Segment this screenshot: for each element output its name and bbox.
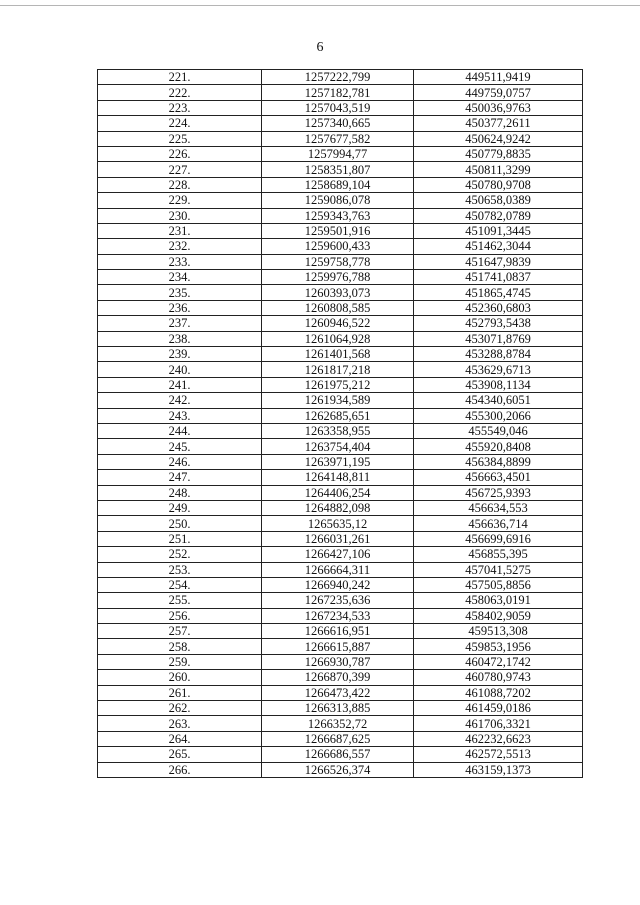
x-coordinate-cell: 1259086,078 [262,193,414,208]
table-row [98,347,583,362]
coordinates-table-body [98,70,583,778]
y-coordinate-cell: 450811,3299 [414,162,583,177]
point-number-cell: 255. [98,593,262,608]
y-coordinate-cell: 457041,5275 [414,562,583,577]
table-row [98,193,583,208]
x-coordinate-cell: 1266615,887 [262,639,414,654]
y-coordinate-cell: 453071,8769 [414,331,583,346]
y-coordinate-cell: 451647,9839 [414,254,583,269]
table-row [98,593,583,608]
point-number-cell: 264. [98,731,262,746]
page-top-rule [0,5,640,6]
table-row [98,454,583,469]
table-row [98,500,583,515]
x-coordinate-cell: 1264148,811 [262,470,414,485]
y-coordinate-cell: 456663,4501 [414,470,583,485]
y-coordinate-cell: 453288,8784 [414,347,583,362]
y-coordinate-cell: 453908,1134 [414,377,583,392]
point-number-cell: 236. [98,300,262,315]
point-number-cell: 234. [98,270,262,285]
x-coordinate-cell: 1261064,928 [262,331,414,346]
table-row [98,577,583,592]
point-number-cell: 246. [98,454,262,469]
point-number-cell: 235. [98,285,262,300]
x-coordinate-cell: 1266352,72 [262,716,414,731]
x-coordinate-cell: 1257222,799 [262,70,414,85]
y-coordinate-cell: 461706,3321 [414,716,583,731]
y-coordinate-cell: 452793,5438 [414,316,583,331]
table-row [98,654,583,669]
y-coordinate-cell: 460780,9743 [414,670,583,685]
y-coordinate-cell: 450780,9708 [414,177,583,192]
table-row [98,516,583,531]
y-coordinate-cell: 458402,9059 [414,608,583,623]
point-number-cell: 226. [98,146,262,161]
point-number-cell: 250. [98,516,262,531]
x-coordinate-cell: 1260946,522 [262,316,414,331]
x-coordinate-cell: 1257182,781 [262,85,414,100]
y-coordinate-cell: 451865,4745 [414,285,583,300]
table-row [98,270,583,285]
table-row [98,100,583,115]
table-row [98,747,583,762]
table-row [98,223,583,238]
x-coordinate-cell: 1266427,106 [262,547,414,562]
x-coordinate-cell: 1259600,433 [262,239,414,254]
x-coordinate-cell: 1257043,519 [262,100,414,115]
point-number-cell: 260. [98,670,262,685]
point-number-cell: 244. [98,423,262,438]
y-coordinate-cell: 461459,0186 [414,701,583,716]
point-number-cell: 266. [98,762,262,777]
x-coordinate-cell: 1263754,404 [262,439,414,454]
y-coordinate-cell: 451741,0837 [414,270,583,285]
table-row [98,547,583,562]
table-row [98,377,583,392]
point-number-cell: 257. [98,624,262,639]
point-number-cell: 229. [98,193,262,208]
x-coordinate-cell: 1266616,951 [262,624,414,639]
point-number-cell: 256. [98,608,262,623]
y-coordinate-cell: 449759,0757 [414,85,583,100]
table-row [98,670,583,685]
point-number-cell: 230. [98,208,262,223]
x-coordinate-cell: 1266940,242 [262,577,414,592]
table-row [98,608,583,623]
point-number-cell: 224. [98,116,262,131]
table-row [98,624,583,639]
table-row [98,439,583,454]
point-number-cell: 263. [98,716,262,731]
table-row [98,131,583,146]
x-coordinate-cell: 1266930,787 [262,654,414,669]
point-number-cell: 254. [98,577,262,592]
x-coordinate-cell: 1261817,218 [262,362,414,377]
y-coordinate-cell: 450036,9763 [414,100,583,115]
x-coordinate-cell: 1266686,557 [262,747,414,762]
x-coordinate-cell: 1266031,261 [262,531,414,546]
y-coordinate-cell: 452360,6803 [414,300,583,315]
x-coordinate-cell: 1258689,104 [262,177,414,192]
y-coordinate-cell: 449511,9419 [414,70,583,85]
table-row [98,470,583,485]
point-number-cell: 222. [98,85,262,100]
y-coordinate-cell: 456699,6916 [414,531,583,546]
table-row [98,701,583,716]
y-coordinate-cell: 461088,7202 [414,685,583,700]
table-row [98,239,583,254]
point-number-cell: 253. [98,562,262,577]
table-row [98,393,583,408]
table-row [98,531,583,546]
point-number-cell: 228. [98,177,262,192]
point-number-cell: 252. [98,547,262,562]
y-coordinate-cell: 450658,0389 [414,193,583,208]
x-coordinate-cell: 1267235,636 [262,593,414,608]
point-number-cell: 227. [98,162,262,177]
coordinates-table [97,69,583,778]
table-row [98,254,583,269]
point-number-cell: 248. [98,485,262,500]
y-coordinate-cell: 459853,1956 [414,639,583,654]
x-coordinate-cell: 1263971,195 [262,454,414,469]
point-number-cell: 221. [98,70,262,85]
x-coordinate-cell: 1259758,778 [262,254,414,269]
y-coordinate-cell: 455300,2066 [414,408,583,423]
point-number-cell: 223. [98,100,262,115]
y-coordinate-cell: 456384,8899 [414,454,583,469]
y-coordinate-cell: 453629,6713 [414,362,583,377]
point-number-cell: 259. [98,654,262,669]
x-coordinate-cell: 1266870,399 [262,670,414,685]
y-coordinate-cell: 460472,1742 [414,654,583,669]
point-number-cell: 247. [98,470,262,485]
point-number-cell: 237. [98,316,262,331]
point-number-cell: 233. [98,254,262,269]
table-row [98,408,583,423]
y-coordinate-cell: 450779,8835 [414,146,583,161]
table-row [98,85,583,100]
x-coordinate-cell: 1257677,582 [262,131,414,146]
point-number-cell: 245. [98,439,262,454]
x-coordinate-cell: 1264882,098 [262,500,414,515]
point-number-cell: 258. [98,639,262,654]
point-number-cell: 243. [98,408,262,423]
table-row [98,116,583,131]
table-row [98,146,583,161]
x-coordinate-cell: 1266473,422 [262,685,414,700]
table-row [98,362,583,377]
y-coordinate-cell: 458063,0191 [414,593,583,608]
y-coordinate-cell: 455549,046 [414,423,583,438]
x-coordinate-cell: 1266687,625 [262,731,414,746]
table-row [98,423,583,438]
table-row [98,177,583,192]
x-coordinate-cell: 1267234,533 [262,608,414,623]
x-coordinate-cell: 1260808,585 [262,300,414,315]
table-row [98,300,583,315]
table-row [98,716,583,731]
table-row [98,485,583,500]
y-coordinate-cell: 459513,308 [414,624,583,639]
x-coordinate-cell: 1264406,254 [262,485,414,500]
point-number-cell: 265. [98,747,262,762]
y-coordinate-cell: 455920,8408 [414,439,583,454]
y-coordinate-cell: 456634,553 [414,500,583,515]
y-coordinate-cell: 450782,0789 [414,208,583,223]
x-coordinate-cell: 1266664,311 [262,562,414,577]
y-coordinate-cell: 462232,6623 [414,731,583,746]
y-coordinate-cell: 456725,9393 [414,485,583,500]
y-coordinate-cell: 454340,6051 [414,393,583,408]
x-coordinate-cell: 1257994,77 [262,146,414,161]
x-coordinate-cell: 1261401,568 [262,347,414,362]
x-coordinate-cell: 1261934,589 [262,393,414,408]
x-coordinate-cell: 1259343,763 [262,208,414,223]
point-number-cell: 240. [98,362,262,377]
x-coordinate-cell: 1259976,788 [262,270,414,285]
table-row [98,285,583,300]
point-number-cell: 249. [98,500,262,515]
table-row [98,162,583,177]
point-number-cell: 262. [98,701,262,716]
table-row [98,685,583,700]
table-row [98,731,583,746]
y-coordinate-cell: 451091,3445 [414,223,583,238]
table-row [98,562,583,577]
page-number: 6 [316,40,324,55]
table-row [98,316,583,331]
x-coordinate-cell: 1258351,807 [262,162,414,177]
y-coordinate-cell: 450377,2611 [414,116,583,131]
point-number-cell: 238. [98,331,262,346]
x-coordinate-cell: 1265635,12 [262,516,414,531]
y-coordinate-cell: 463159,1373 [414,762,583,777]
table-row [98,70,583,85]
x-coordinate-cell: 1261975,212 [262,377,414,392]
x-coordinate-cell: 1266526,374 [262,762,414,777]
table-row [98,331,583,346]
point-number-cell: 231. [98,223,262,238]
x-coordinate-cell: 1262685,651 [262,408,414,423]
point-number-cell: 242. [98,393,262,408]
y-coordinate-cell: 450624,9242 [414,131,583,146]
table-row [98,639,583,654]
y-coordinate-cell: 457505,8856 [414,577,583,592]
x-coordinate-cell: 1259501,916 [262,223,414,238]
point-number-cell: 232. [98,239,262,254]
y-coordinate-cell: 462572,5513 [414,747,583,762]
x-coordinate-cell: 1266313,885 [262,701,414,716]
table-row [98,208,583,223]
point-number-cell: 251. [98,531,262,546]
point-number-cell: 225. [98,131,262,146]
x-coordinate-cell: 1260393,073 [262,285,414,300]
x-coordinate-cell: 1263358,955 [262,423,414,438]
point-number-cell: 239. [98,347,262,362]
point-number-cell: 241. [98,377,262,392]
point-number-cell: 261. [98,685,262,700]
table-row [98,762,583,777]
x-coordinate-cell: 1257340,665 [262,116,414,131]
y-coordinate-cell: 451462,3044 [414,239,583,254]
y-coordinate-cell: 456636,714 [414,516,583,531]
y-coordinate-cell: 456855,395 [414,547,583,562]
